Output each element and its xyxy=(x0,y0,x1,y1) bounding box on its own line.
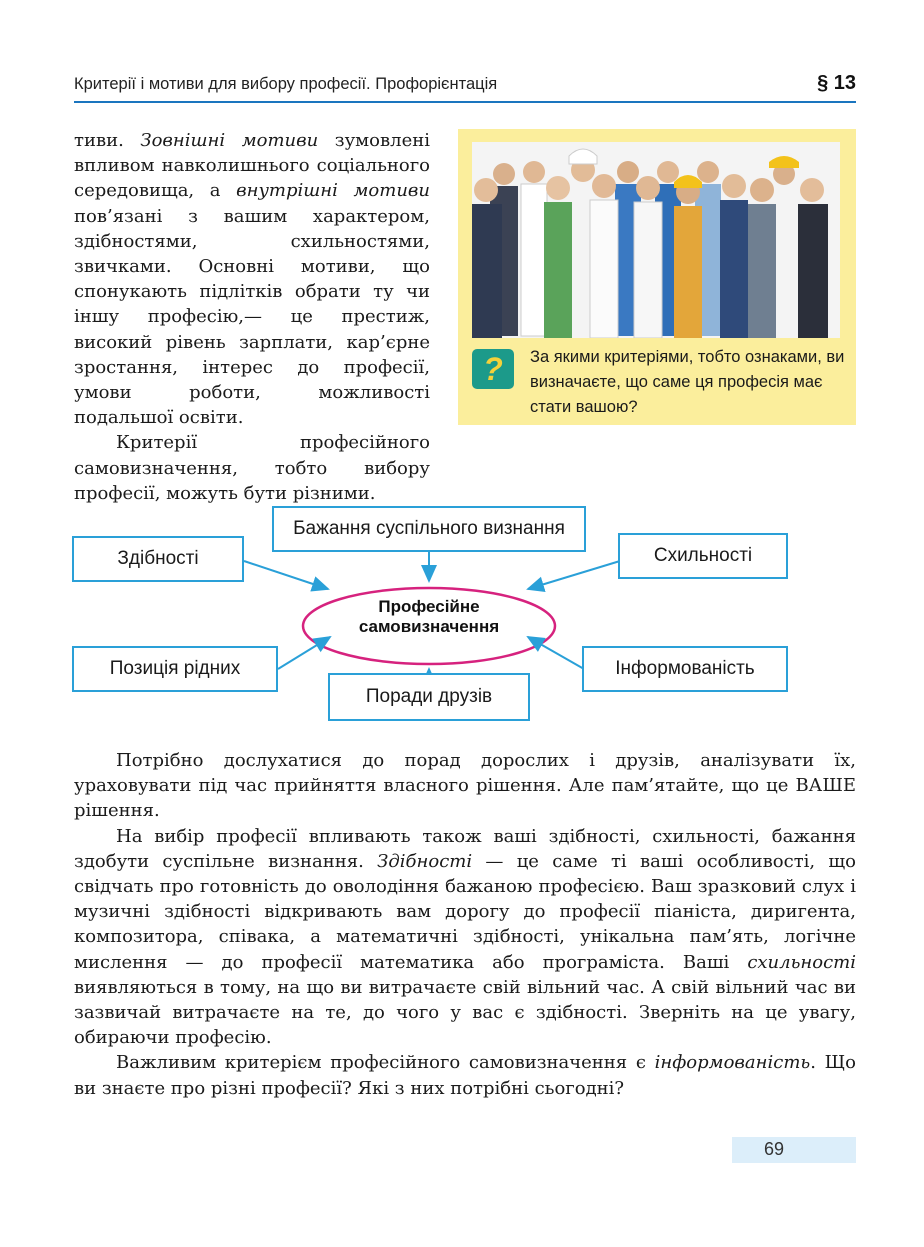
node-social-recognition: Бажання суспільного визнання xyxy=(272,506,586,552)
page-header xyxy=(74,72,856,100)
arrow-bottom-left xyxy=(278,637,330,669)
node-awareness: Інформованість xyxy=(582,646,788,692)
node-friends-advice: Поради друзів xyxy=(328,673,530,721)
italic-term: інформованість xyxy=(654,1052,811,1074)
text-run: виявляються в тому, на що ви витрачаєте свій вільний час. А свій вільний час ви зазвичай витрачаєте на те, до чого у вас є здібності. Зверніть на це увагу, обираючи професію. xyxy=(74,976,856,1049)
node-abilities: Здібності xyxy=(72,536,244,582)
text-run: зумовлені впливом навколишнього соціального середовища, а xyxy=(74,130,430,202)
left-column-text xyxy=(74,128,430,506)
center-label-line: Професійне xyxy=(378,597,480,616)
professions-group-photo xyxy=(472,142,840,338)
paragraph xyxy=(74,1050,856,1100)
italic-term: схильності xyxy=(747,951,856,973)
text-run: тиви. xyxy=(74,130,141,151)
page-number-tab xyxy=(732,1137,856,1163)
paragraph: Критерії професійного самовизначення, тобто вибору професії, можуть бути різними. xyxy=(74,432,430,504)
main-text xyxy=(74,748,856,1101)
paragraph xyxy=(74,824,856,1051)
paragraph: Потрібно дослухатися до порад дорослих і друзів, аналізувати їх, ураховувати під час прийняття власного рішення. Але пам’ятайте, що це ВАШЕ рішення. xyxy=(74,750,856,822)
criteria-diagram xyxy=(72,505,788,725)
paragraph xyxy=(74,128,430,430)
arrow-bottom-right xyxy=(528,637,584,669)
arrow-top-right xyxy=(528,561,620,589)
question-mark: ? xyxy=(483,351,503,387)
node-inclinations: Схильності xyxy=(618,533,788,579)
page-number: 69 xyxy=(763,1139,785,1159)
professions-illustration xyxy=(472,142,840,338)
text-run: пов’язані з вашим характером, здібностями, схильностями, звичками. Основні мотиви, що спонукають підлітків обрати ту чи іншу професію,— це престиж, високий рівень зарплати, кар’єрне зростання, інтерес до професії, умови роботи, можливості подальшої освіти. xyxy=(74,205,430,429)
question-box xyxy=(458,129,856,425)
arrow-top-left xyxy=(244,561,328,589)
text-run: Важливим критерієм професійного самовизначення є xyxy=(116,1052,655,1074)
italic-term: Зовнішні мотиви xyxy=(140,130,319,151)
header-rule xyxy=(74,101,856,103)
text-run: На вибір професії впливають також ваші здібності, схильності, бажання здобути суспільне визнання. xyxy=(74,825,856,872)
text-run: — це саме ті ваші особливості, що свідчать про готовність до оволодіння бажаною професією. Ваш зразковий слух і музичні здібності відкривають вам дорогу до професії піаніста, диригента, композитора, співака, а математичні здібності, унікальна пам’ять, логічне мислення — до професії математика або програміста. Ваші xyxy=(74,850,856,973)
node-family-position: Позиція рідних xyxy=(72,646,278,692)
center-label xyxy=(329,597,529,637)
italic-term: внутрішні мотиви xyxy=(236,180,430,202)
chapter-title: Критерії і мотиви для вибору професії. Профорієнтація xyxy=(74,75,498,93)
question-icon xyxy=(472,349,514,389)
section-number: § 13 xyxy=(817,72,856,94)
center-label-line: самовизначення xyxy=(358,617,500,636)
italic-term: Здібності xyxy=(377,850,473,872)
question-text: За якими критеріями, тобто ознаками, ви визначаєте, що саме ця професія має стати вашою? xyxy=(530,348,845,416)
text-run: . Що ви знаєте про різні професії? Які з них потрібні сьогодні? xyxy=(74,1052,856,1099)
